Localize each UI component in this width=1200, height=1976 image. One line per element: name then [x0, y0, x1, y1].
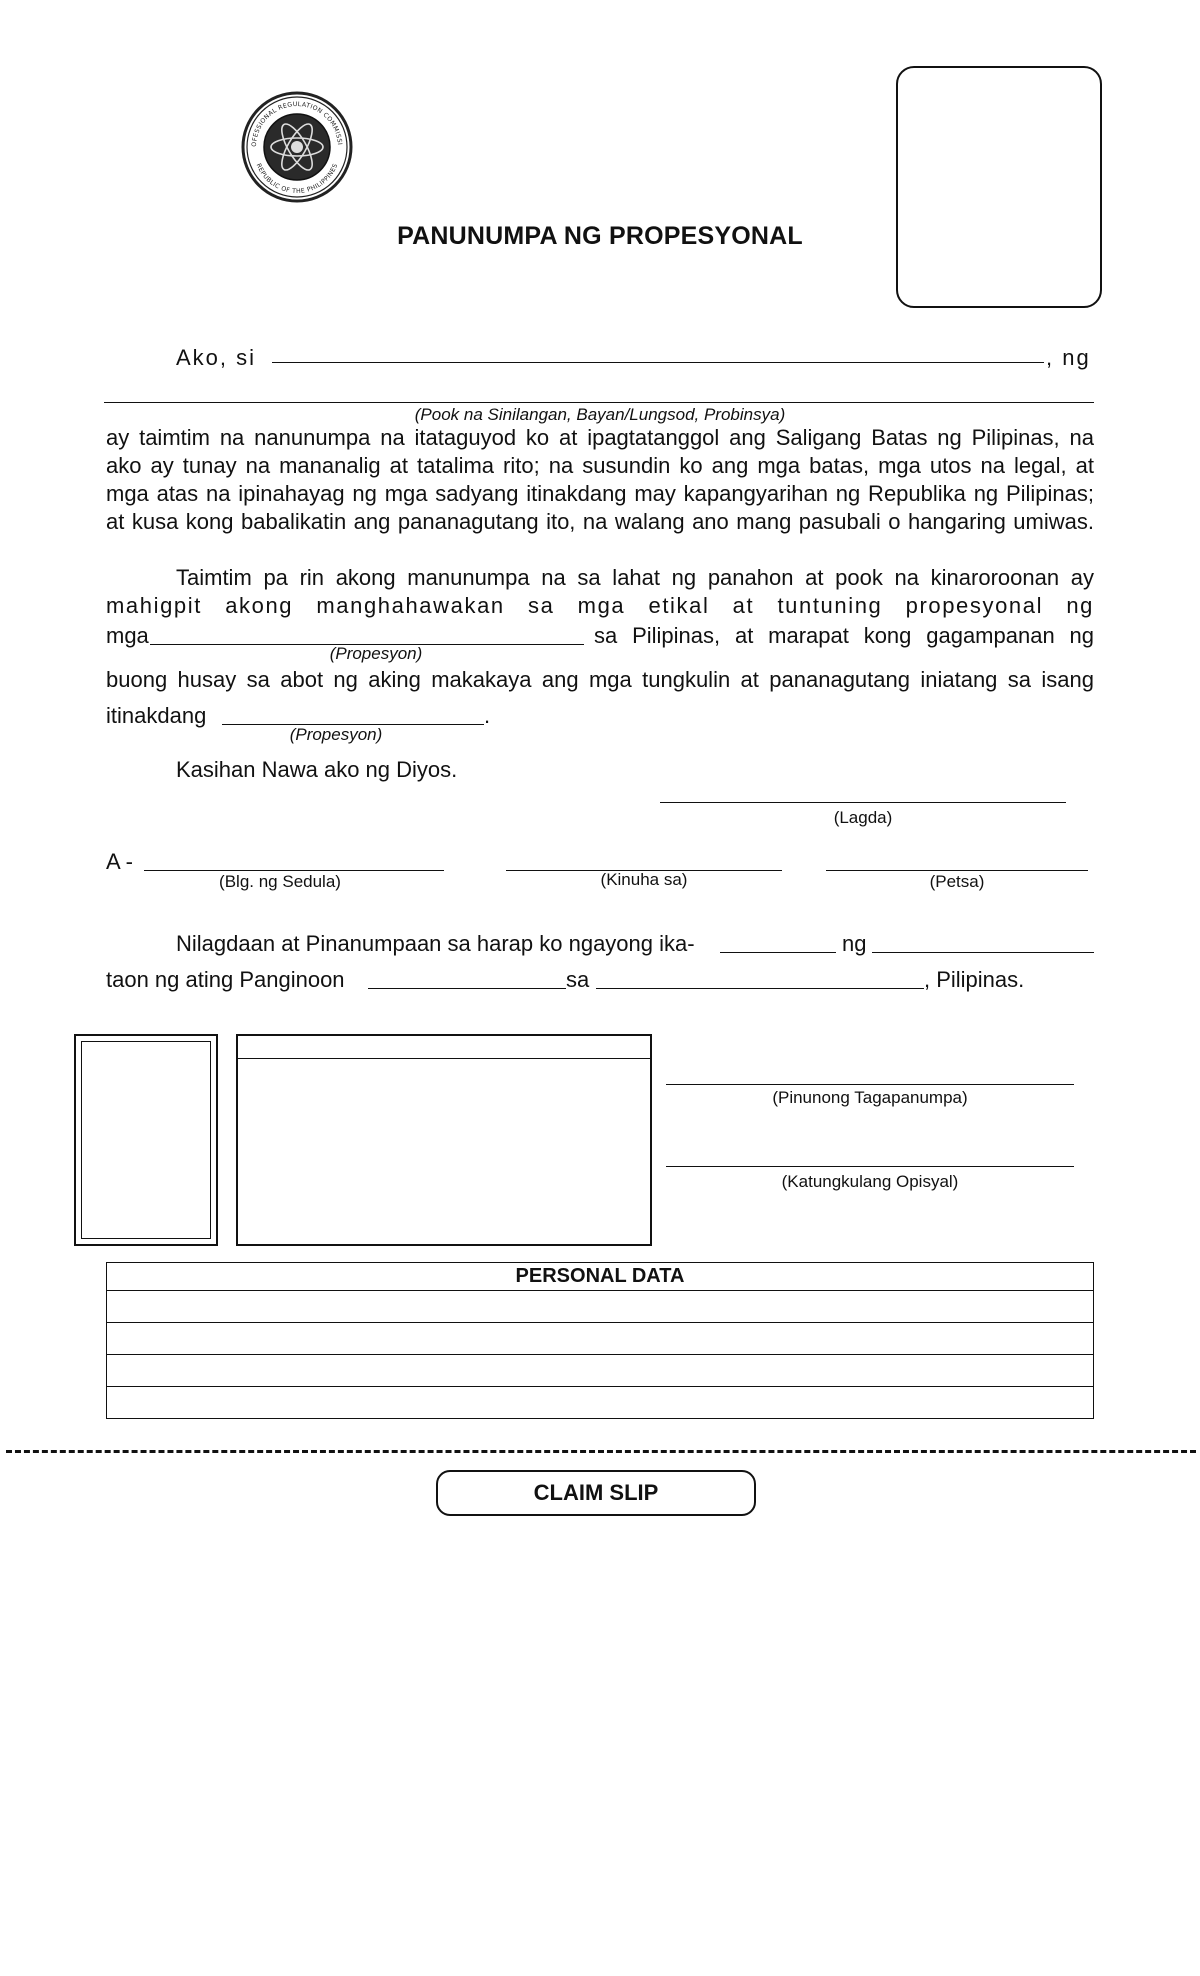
name-field-line[interactable] — [272, 362, 1044, 363]
personal-data-cell[interactable] — [107, 1291, 1094, 1323]
sworn-month-field-line[interactable] — [872, 952, 1094, 953]
sworn-line-1-prefix: Nilagdaan at Pinanumpaan sa harap ko ngayong ika- — [176, 931, 695, 956]
cut-line-divider — [6, 1450, 1196, 1453]
cedula-taken-caption: (Kinuha sa) — [600, 870, 688, 889]
administering-officer-caption: (Pinunong Tagapanumpa) — [772, 1088, 968, 1107]
oath-closing: Kasihan Nawa ako ng Diyos. — [176, 757, 458, 782]
signature-caption: (Lagda) — [833, 808, 893, 827]
svg-text:REPUBLIC OF THE PHILIPPINES: REPUBLIC OF THE PHILIPPINES — [254, 162, 340, 196]
authorized-officer-caption: (Katungkulang Opisyal) — [781, 1172, 959, 1191]
prc-seal — [240, 90, 354, 204]
personal-data-heading: PERSONAL DATA — [107, 1263, 1094, 1291]
oath-paragraph-2-line-5-suffix: . — [484, 703, 491, 728]
thumbmark-inner-box — [81, 1041, 211, 1239]
sworn-line-2-suffix: , Pilipinas. — [924, 967, 1025, 992]
oath-name-prefix: Ako, si — [176, 345, 257, 370]
table-row[interactable] — [107, 1323, 1094, 1355]
table-row[interactable] — [107, 1355, 1094, 1387]
thumbmark-box — [74, 1034, 218, 1246]
signature-field-line[interactable] — [660, 802, 1066, 803]
profession-caption-1: (Propesyon) — [329, 644, 423, 663]
birthplace-caption: (Pook na Sinilangan, Bayan/Lungsod, Probinsya) — [414, 405, 786, 424]
oath-paragraph-1-line: ay taimtim na nanunumpa na itataguyod ko at ipagtatanggol ang Saligang Batas ng Pilipinas, na — [106, 425, 1094, 450]
personal-data-table — [106, 1262, 1094, 1419]
cedula-date-caption: (Petsa) — [929, 872, 985, 891]
oath-name-suffix: , ng — [1046, 345, 1091, 370]
photo-box — [896, 66, 1102, 308]
sworn-line-2-prefix: taon ng ating Panginoon — [106, 967, 345, 992]
oath-paragraph-2-line-3-prefix: mga — [106, 623, 149, 648]
cedula-prefix: A - — [106, 849, 133, 874]
personal-data-cell[interactable] — [107, 1323, 1094, 1355]
personal-data-cell[interactable] — [107, 1355, 1094, 1387]
oath-paragraph-1 — [106, 424, 1094, 536]
oath-paragraph-2-line-4: buong husay sa abot ng aking makakaya ang mga tungkulin at pananagutang iniatang sa isang — [106, 667, 1094, 692]
oath-paragraph-1-line: at kusa kong babalikatin ang pananagutang ito, na walang ano mang pasubali o hangaring umiwas. — [106, 509, 1094, 534]
prc-seal-icon — [240, 90, 354, 204]
cedula-number-field-line[interactable] — [144, 870, 444, 871]
oath-paragraph-1-line: mga atas na ipinahayag ng mga sadyang itinakdang may kapangyarihan ng Republika ng Pilipinas; — [106, 481, 1094, 506]
authorized-officer-field-line[interactable] — [666, 1166, 1074, 1167]
table-row[interactable] — [107, 1387, 1094, 1419]
stamp-box-header-divider — [238, 1058, 650, 1059]
oath-paragraph-2-line-5-prefix: itinakdang — [106, 703, 207, 728]
profession-caption-2: (Propesyon) — [289, 725, 383, 744]
page-title: PANUNUMPA NG PROPESYONAL — [397, 222, 803, 250]
oath-paragraph-1-line: ako ay tunay na mananalig at tatalima rito; na susundin ko ang mga batas, mga utos na legal, at — [106, 453, 1094, 478]
cedula-date-field-line[interactable] — [826, 870, 1088, 871]
oath-paragraph-2-line-2: mahigpit akong manghahawakan sa mga etikal at tuntuning propesyonal ng — [106, 593, 1094, 618]
table-row[interactable] — [107, 1291, 1094, 1323]
oath-paragraph-2-line-1: Taimtim pa rin akong manunumpa na sa lahat ng panahon at pook na kinaroroonan ay — [176, 565, 1094, 590]
sworn-line-1-mid: ng — [842, 931, 867, 956]
sworn-line-2-mid: sa — [566, 967, 590, 992]
sworn-year-field-line[interactable] — [368, 988, 566, 989]
sworn-day-field-line[interactable] — [720, 952, 836, 953]
personal-data-header-row — [107, 1263, 1094, 1291]
cedula-number-caption: (Blg. ng Sedula) — [219, 872, 341, 891]
stamp-box — [236, 1034, 652, 1246]
claim-slip-label: CLAIM SLIP — [436, 1470, 756, 1516]
oath-paragraph-2-line-3-suffix: sa Pilipinas, at marapat kong gagampanan ng — [594, 623, 1094, 648]
personal-data-cell[interactable] — [107, 1387, 1094, 1419]
sworn-place-field-line[interactable] — [596, 988, 924, 989]
birthplace-field-line[interactable] — [104, 402, 1094, 403]
administering-officer-field-line[interactable] — [666, 1084, 1074, 1085]
svg-text:PROFESSIONAL REGULATION COMMIS: OFESSIONAL REGULATION COMMISSI — [250, 100, 343, 147]
